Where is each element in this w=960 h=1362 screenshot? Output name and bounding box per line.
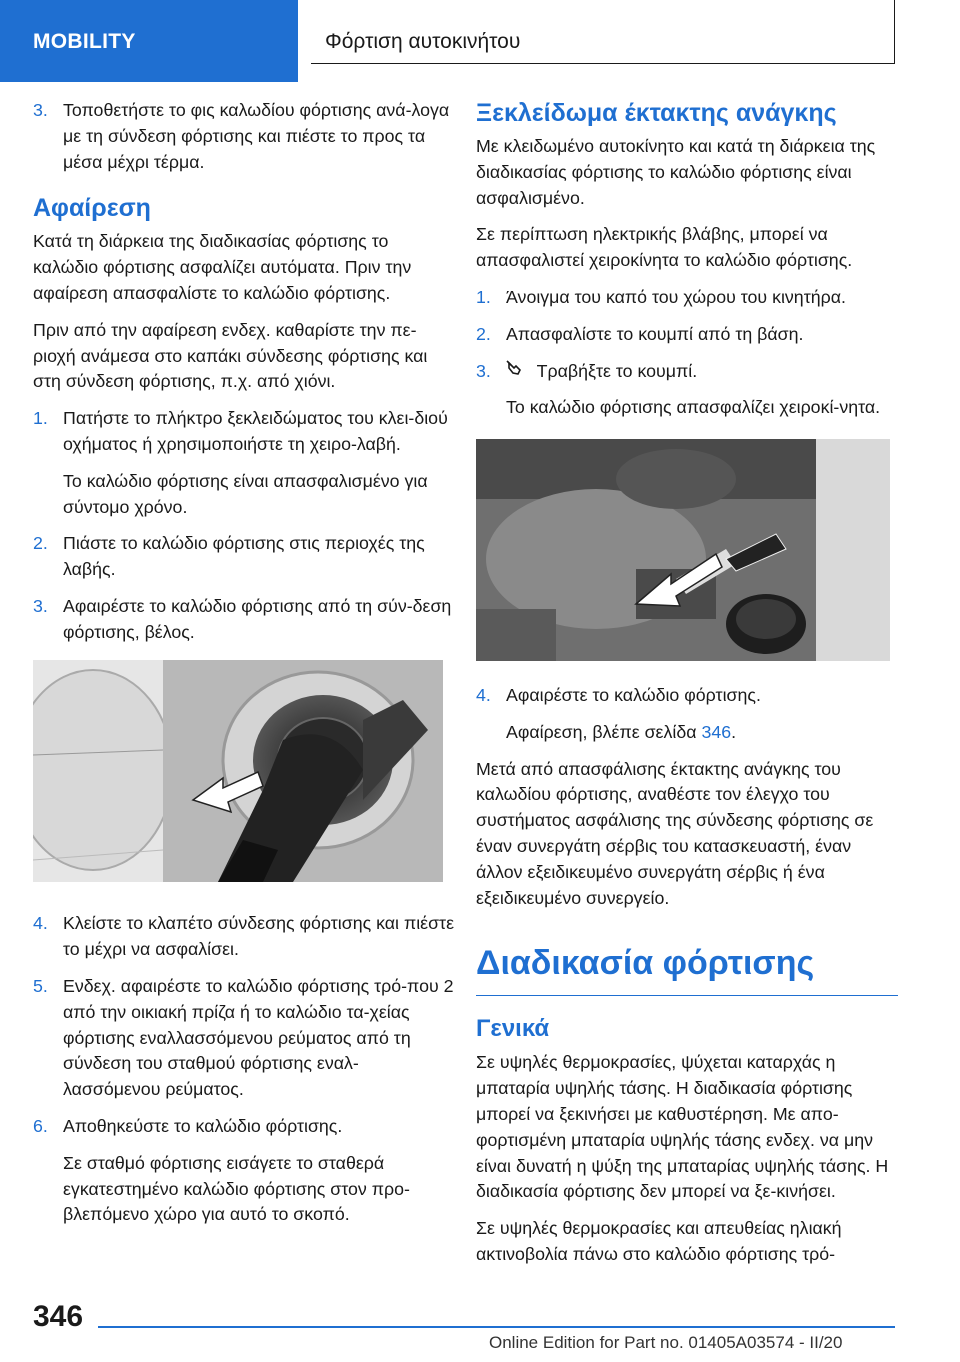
- list-item: [33, 98, 455, 175]
- step-text: Πατήστε το πλήκτρο ξεκλειδώματος του κλει-διού οχήματος ή χρησιμοποιήστε τη χειρο-λαβή.: [63, 408, 448, 454]
- edition-note: Online Edition for Part no. 01405A03574 - II/20: [489, 1333, 843, 1352]
- charging-plug-photo: [33, 660, 455, 890]
- page-number: 346: [33, 1300, 84, 1333]
- step-text: Τραβήξτε το κουμπί.: [536, 360, 698, 381]
- step-note: Σε σταθμό φόρτισης εισάγετε το σταθερά εγκατεστημένο καλώδιο φόρτισης στον προ-βλεπόμενο χώρο για αυτό το σκοπό.: [63, 1152, 410, 1225]
- list-item: [476, 285, 898, 311]
- paragraph: Κατά τη διάρκεια της διαδικασίας φόρτισης το καλώδιο φόρτισης ασφαλίζει αυτόματα. Πριν την αφαίρεση απασφαλίστε το καλώδιο φόρτισης.: [33, 231, 412, 303]
- list-item: [476, 683, 898, 709]
- charging-process-heading: Διαδικασία φόρτισης: [476, 941, 898, 996]
- list-item: [33, 531, 455, 583]
- step-number: 4.: [33, 913, 48, 934]
- paragraph: Μετά από απασφάλισης έκτακτης ανάγκης του καλωδίου φόρτισης, αναθέστε τον έλεγχο του συστήματος ασφάλισης της σύνδεσης φόρτισης σε έναν συνεργάτη σέρβις του κατασκευαστή, έναν άλλον εξειδικευμένο συνεργάτη σέρβις ή ένα εξειδικευμένο συνεργείο.: [476, 758, 874, 908]
- step-text: Πιάστε το καλώδιο φόρτισης στις περιοχές της λαβής.: [63, 533, 425, 580]
- chapter-title: Φόρτιση αυτοκινήτου: [325, 30, 521, 53]
- step-text: Άνοιγμα του καπό του χώρου του κινητήρα.: [506, 286, 846, 307]
- list-item: [33, 974, 455, 1103]
- step-number: 4.: [476, 684, 491, 705]
- step-note: Το καλώδιο φόρτισης είναι απασφαλισμένο για σύντομο χρόνο.: [63, 470, 428, 517]
- left-column: [33, 98, 455, 1239]
- paragraph: Σε περίπτωση ηλεκτρικής βλάβης, μπορεί να απασφαλιστεί χειροκίνητα το καλώδιο φόρτισης.: [476, 224, 853, 271]
- paragraph: Σε υψηλές θερμοκρασίες και απευθείας ηλιακή ακτινοβολία πάνω στο καλώδιο φόρτισης τρό-: [476, 1218, 842, 1264]
- pull-hand-icon: [506, 359, 528, 385]
- step-number: 6.: [33, 1115, 48, 1136]
- step-note: Το καλώδιο φόρτισης απασφαλίζει χειροκί-νητα.: [506, 397, 881, 418]
- paragraph: Σε υψηλές θερμοκρασίες, ψύχεται καταρχάς η μπαταρία υψηλής τάσης. Η διαδικασία φόρτισης μπορεί να ξεκινήσει με καθυστέρηση. Με απο-φορτισμένη μπαταρία υψηλής τάσης ενδεχ. να μην είναι δυνατή η ψύξη της μπαταρίας υψηλής τάσης. Η διαδικασία φόρτισης δεν μπορεί να ξε-κινήσει.: [476, 1052, 889, 1202]
- step-number: 5.: [33, 975, 48, 996]
- cross-reference-suffix: .: [731, 721, 737, 742]
- chapter-header: [311, 0, 895, 64]
- paragraph: Με κλειδωμένο αυτοκίνητο και κατά τη διάρκεια της διαδικασίας φόρτισης το καλώδιο φόρτισης είναι ασφαλισμένο.: [476, 136, 876, 208]
- step-note: [476, 720, 898, 746]
- list-item: [33, 406, 455, 458]
- removal-heading: Αφαίρεση: [33, 194, 151, 223]
- general-heading: Γενικά: [476, 1015, 550, 1043]
- step-number: 1.: [33, 408, 48, 429]
- step-text: Αποθηκεύστε το καλώδιο φόρτισης.: [63, 1115, 343, 1136]
- cross-reference-text: Αφαίρεση, βλέπε σελίδα: [506, 721, 702, 742]
- step-text: Τοποθετήστε το φις καλωδίου φόρτισης ανά-λογα με τη σύνδεση φόρτισης και πιέστε το προς τα μέσα μέχρι τέρμα.: [63, 100, 450, 172]
- step-number: 3.: [33, 100, 48, 120]
- section-tab: [0, 0, 298, 82]
- step-text: Ενδεχ. αφαιρέστε το καλώδιο φόρτισης τρό-που 2 από την οικιακή πρίζα ή το καλώδιο τα-χείας φόρτισης εναλλασσόμενου ρεύματος από τη σύνδεση του σταθμού φόρτισης εναλ-λασσόμενου ρεύματος.: [63, 975, 454, 1100]
- step-number: 1.: [476, 286, 491, 307]
- list-item: [33, 911, 455, 963]
- list-item: [476, 322, 898, 348]
- emergency-unlock-heading: Ξεκλείδωμα έκτακτης ανάγκης: [476, 99, 837, 127]
- list-item: [33, 1114, 455, 1140]
- step-number: 2.: [33, 533, 48, 554]
- page-link[interactable]: 346: [701, 721, 732, 742]
- step-number: 3.: [33, 595, 48, 616]
- paragraph: Πριν από την αφαίρεση ενδεχ. καθαρίστε την πε-ριοχή ανάμεσα στο καπάκι σύνδεσης φόρτισης και στη σύνδεση φόρτισης, π.χ. από χιόνι.: [33, 319, 428, 392]
- list-item: [33, 594, 455, 646]
- step-number: 2.: [476, 323, 491, 344]
- footer-divider: [98, 1326, 895, 1328]
- step-text: Αφαιρέστε το καλώδιο φόρτισης.: [506, 684, 761, 705]
- list-item: [476, 359, 898, 385]
- step-text: Αφαιρέστε το καλώδιο φόρτισης από τη σύν-δεση φόρτισης, βέλος.: [63, 595, 452, 642]
- step-text: Κλείστε το κλαπέτο σύνδεσης φόρτισης και πιέστε το μέχρι να ασφαλίσει.: [63, 913, 455, 960]
- engine-compartment-photo: [476, 439, 898, 669]
- section-label: MOBILITY: [33, 30, 136, 53]
- step-number: 3.: [476, 360, 491, 381]
- right-column: [476, 98, 898, 1279]
- step-text: Απασφαλίστε το κουμπί από τη βάση.: [506, 323, 804, 344]
